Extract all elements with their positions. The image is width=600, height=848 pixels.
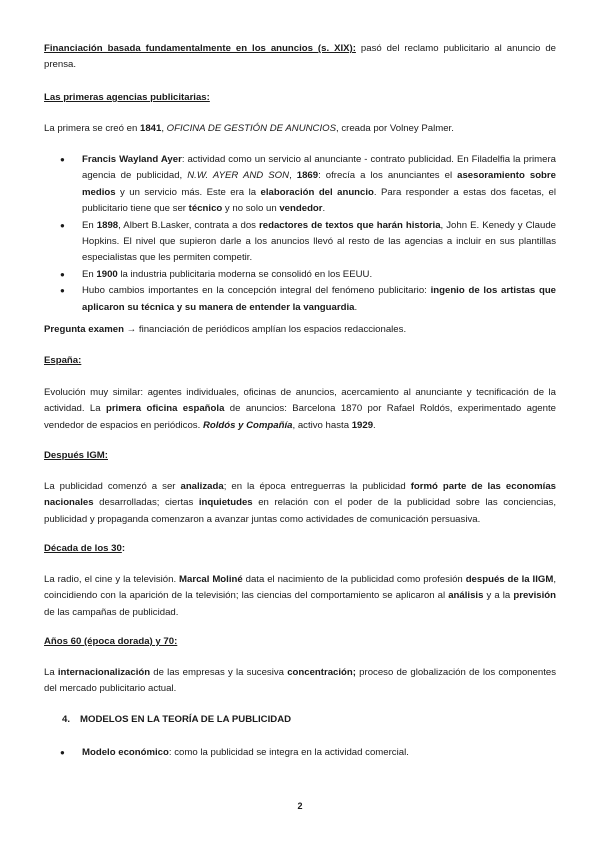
b1-bold-3: técnico: [188, 203, 223, 215]
ayer-name: Francis Wayland Ayer: [82, 154, 182, 165]
igm-bold-3: inquietudes: [198, 497, 253, 509]
decada-30-heading-line: [44, 541, 556, 557]
list-item: [44, 218, 556, 267]
d30-text-4: y a la: [483, 590, 514, 602]
b1-text-5: . Para responder a estas dos facetas, el publicitario tiene que ser: [82, 186, 556, 215]
d30-bold-1: Marcal Moliné: [179, 574, 243, 585]
d30-text-3: , coincidiendo con la aparición de la televisión; las ciencias del comportamiento se aplicaron al: [44, 574, 556, 602]
modelo-economico-text: : como la publicidad se integra en la actividad comercial.: [168, 747, 409, 758]
espana-text-3: , activo hasta: [292, 419, 352, 431]
list-item: [44, 745, 556, 761]
d30-bold-2: después de la IIGM: [465, 574, 554, 585]
b4-text-1: Hubo cambios importantes en la concepción integral del fenómeno publicitario:: [82, 285, 431, 297]
a60-text-1: La: [44, 667, 58, 678]
espana-paragraph: [44, 385, 556, 434]
d30-text-2: data el nacimiento de la publicidad como profesión: [242, 574, 466, 585]
arrow-icon: →: [123, 324, 139, 335]
list-item: [44, 152, 556, 218]
intro-agency-name: OFICINA DE GESTIÓN DE ANUNCIOS: [166, 123, 337, 134]
decada-30-paragraph: [44, 572, 556, 621]
intro-year: 1841: [139, 123, 162, 134]
pregunta-text: financiación de periódicos amplían los espacios redaccionales.: [138, 324, 407, 335]
financiacion-paragraph: [44, 41, 556, 74]
a60-text-2: de las empresas y la sucesiva: [150, 667, 288, 678]
pregunta-examen-line: [44, 322, 556, 338]
igm-bold-1: analizada: [180, 481, 224, 492]
d30-bold-4: previsión: [513, 590, 556, 602]
section-4-title: MODELOS EN LA TEORÍA DE LA PUBLICIDAD: [80, 714, 292, 725]
b1-text-7: .: [322, 203, 326, 215]
b1-bold-2: elaboración del anuncio: [260, 186, 374, 198]
b2-year: 1898: [96, 219, 119, 231]
financiacion-text: pasó del reclamo publicitario al anuncio de prensa.: [44, 43, 556, 71]
list-item: [44, 283, 556, 316]
espana-text-1: Evolución muy similar: agentes individuales, oficinas de anuncios, acercamiento al anunciante y tecnificación de la actividad. La: [44, 387, 556, 415]
igm-text-1: La publicidad comenzó a ser: [44, 481, 181, 492]
agencias-bullet-list: [44, 152, 556, 316]
d30-bold-3: análisis: [448, 590, 484, 602]
b1-bold-4: vendedor: [279, 203, 323, 215]
b1-text-2: ,: [289, 170, 297, 182]
b2-text-1: En: [82, 219, 97, 231]
b2-text-3: , John E. Kenedy y Claude Hopkins. El nivel que supieron darle a los anuncios llevó al resto de las agencias a incluir en sus plantillas especialistas que les permiten competir.: [82, 219, 556, 264]
b1-text-1: : actividad como un servicio al anunciante - contrato publicidad. En Filadelfia la primera agencia de publicidad,: [82, 154, 557, 182]
page-number: 2: [297, 801, 303, 811]
b1-text-6: y no solo un: [222, 203, 280, 215]
anos-60-heading: Años 60 (época dorada) y 70:: [44, 636, 178, 647]
b2-text-2: , Albert B.Lasker, contrata a dos: [118, 219, 260, 231]
despues-igm-heading: Después IGM:: [44, 450, 108, 461]
b1-text-3: : ofrecía a los anunciantes el: [318, 170, 458, 182]
b4-text-2: .: [354, 301, 358, 313]
espana-bold-1: primera oficina española: [105, 403, 225, 415]
decada-30-heading-colon: :: [121, 543, 126, 554]
despues-igm-heading-line: [44, 448, 556, 464]
b3-text-2: la industria publicitaria moderna se consolidó en los EEUU.: [117, 268, 373, 280]
modelo-economico-label: Modelo económico: [82, 747, 169, 758]
d30-text-1: La radio, el cine y la televisión.: [44, 574, 180, 585]
despues-igm-paragraph: [44, 479, 556, 528]
a60-text-3: proceso de globalización de los componentes del mercado publicitario actual.: [44, 667, 556, 695]
intro-text-a: La primera se creó en: [44, 123, 140, 134]
espana-bold-italic: Roldós y Compañía: [202, 419, 293, 431]
primeras-agencias-heading-line: [44, 90, 556, 106]
b2-bold-1: redactores de textos que harán historia: [259, 219, 441, 231]
decada-30-heading: Década de los 30: [44, 543, 122, 554]
a60-bold-1: internacionalización: [57, 667, 151, 678]
intro-text-c: , creada por Volney Palmer.: [336, 123, 454, 134]
espana-heading: España:: [44, 355, 82, 366]
b1-bold-1: asesoramiento sobre medios: [82, 170, 556, 198]
b1-agency: N.W. AYER AND SON: [187, 170, 290, 182]
espana-text-4: .: [373, 419, 376, 431]
espana-text-2: de anuncios: Barcelona 1870 por Rafael Roldós, experimentado agente vendedor de espacios en periódicos.: [44, 403, 556, 431]
list-item: [44, 267, 556, 283]
intro-text-b: ,: [161, 123, 167, 134]
igm-text-4: en relación con el poder de la publicidad sobre las conciencias, publicidad y propaganda comenzaron a avanzar juntas como actividades de comunicación persuasiva.: [44, 497, 556, 525]
anos-60-paragraph: [44, 665, 556, 698]
espana-bold-3: 1929: [351, 419, 374, 431]
section-4-number: 4.: [62, 714, 71, 725]
anos-60-heading-line: [44, 634, 556, 650]
b1-text-4: y un servicio más. Este era la: [115, 186, 261, 198]
b3-text-1: En: [82, 268, 97, 280]
d30-text-5: de las campañas de publicidad.: [44, 606, 179, 618]
b4-bold-1: ingenio de los artistas que aplicaron su técnica y su manera de entender la vanguardia: [82, 285, 557, 313]
igm-bold-2: formó parte de las economías nacionales: [44, 481, 557, 509]
b1-year: 1869: [296, 170, 319, 182]
a60-bold-2: concentración;: [287, 667, 356, 678]
primeras-agencias-intro: [44, 121, 556, 137]
igm-text-2: ; en la época entreguerras la publicidad: [223, 481, 411, 492]
igm-text-3: desarrolladas; ciertas: [93, 497, 199, 509]
pregunta-label: Pregunta examen: [44, 324, 124, 335]
modelos-bullet-list: [44, 745, 556, 761]
financiacion-heading: Financiación basada fundamentalmente en los anuncios (s. XIX):: [44, 43, 356, 54]
primeras-agencias-heading: Las primeras agencias publicitarias:: [44, 92, 210, 103]
b3-year: 1900: [96, 268, 118, 280]
section-4-heading: [62, 714, 291, 725]
espana-heading-line: [44, 353, 556, 369]
